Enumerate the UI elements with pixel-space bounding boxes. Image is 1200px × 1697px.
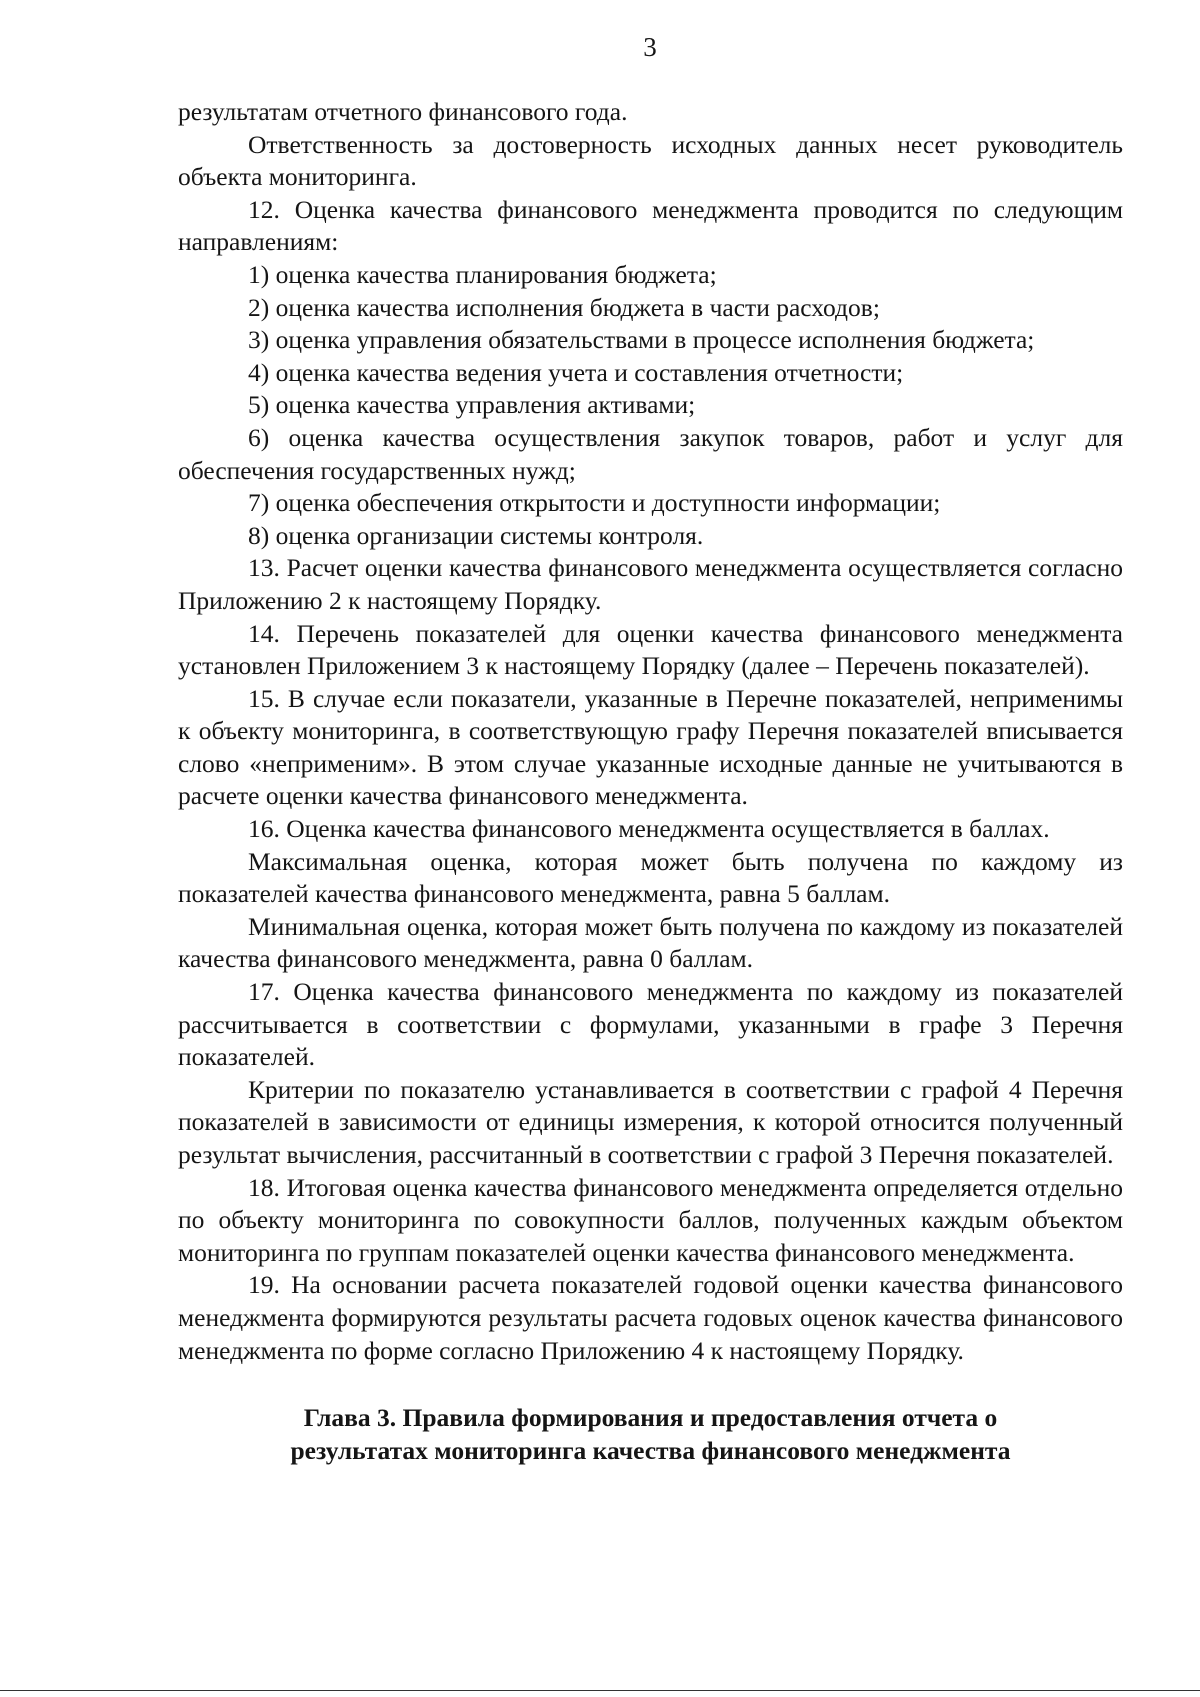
list-item-1: 1) оценка качества планирования бюджета; [248,259,717,289]
paragraph-13: 13. Расчет оценки качества финансового менеджмента осуществляется согласно Приложению 2 к настоящему Порядку. [178,553,1123,615]
chapter-heading [178,1402,1123,1467]
paragraph-max-score: Максимальная оценка, которая может быть получена по каждому из показателей качества финансового менеджмента, равна 5 баллам. [178,846,1123,909]
paragraph-17: 17. Оценка качества финансового менеджмента по каждому из показателей рассчитывается в соответствии с формулами, указанными в графе 3 Перечня показателей. [178,977,1123,1072]
list-item-8: 8) оценка организации системы контроля. [248,520,704,550]
paragraph-19: 19. На основании расчета показателей годовой оценки качества финансового менеджмента формируются результаты расчета годовых оценок качества финансового менеджмента по форме согласно Приложению 4 к настоящему Порядку. [178,1270,1123,1365]
paragraph-14: 14. Перечень показателей для оценки качества финансового менеджмента установлен Приложением 3 к настоящему Порядку (далее – Перечень показателей). [178,618,1123,681]
paragraph-12: 12. Оценка качества финансового менеджмента проводится по следующим направлениям: [178,194,1123,257]
paragraph-16: 16. Оценка качества финансового менеджмента осуществляется в баллах. [248,814,1050,844]
list-item-4: 4) оценка качества ведения учета и составления отчетности; [248,357,904,387]
paragraph-continuation: результатам отчетного финансового года. [178,97,628,126]
chapter-heading-line-2: результатах мониторинга качества финансового менеджмента [290,1435,1011,1465]
document-body [178,96,1123,1467]
page-number: 3 [643,32,657,62]
paragraph-criteria: Критерии по показателю устанавливается в соответствии с графой 4 Перечня показателей в зависимости от единицы измерения, к которой относится полученный результат вычисления, рассчитанный в соответствии с графой 3 Перечня показателей. [178,1074,1123,1169]
list-item-7: 7) оценка обеспечения открытости и доступности информации; [248,488,941,518]
list-item-5: 5) оценка качества управления активами; [248,390,696,420]
paragraph-min-score: Минимальная оценка, которая может быть получена по каждому из показателей качества финансового менеджмента, равна 0 баллам. [178,911,1123,974]
list-item-6: 6) оценка качества осуществления закупок товаров, работ и услуг для обеспечения государственных нужд; [178,422,1123,485]
list-item-2: 2) оценка качества исполнения бюджета в части расходов; [248,292,880,322]
paragraph-responsibility: Ответственность за достоверность исходных данных несет руководитель объекта мониторинга. [178,129,1123,192]
list-item-3: 3) оценка управления обязательствами в процессе исполнения бюджета; [248,325,1035,355]
paragraph-18: 18. Итоговая оценка качества финансового менеджмента определяется отдельно по объекту мониторинга по совокупности баллов, полученных каждым объектом мониторинга по группам показателей оценки качества финансового менеджмента. [178,1172,1123,1267]
chapter-heading-line-1: Глава 3. Правила формирования и предоставления отчета о [303,1403,998,1433]
page-bottom-rule [0,1690,1200,1691]
paragraph-15: 15. В случае если показатели, указанные в Перечне показателей, неприменимы к объекту мониторинга, в соответствующую графу Перечня показателей вписывается слово «неприменим». В этом случае указанные исходные данные не учитываются в расчете оценки качества финансового менеджмента. [178,683,1123,811]
